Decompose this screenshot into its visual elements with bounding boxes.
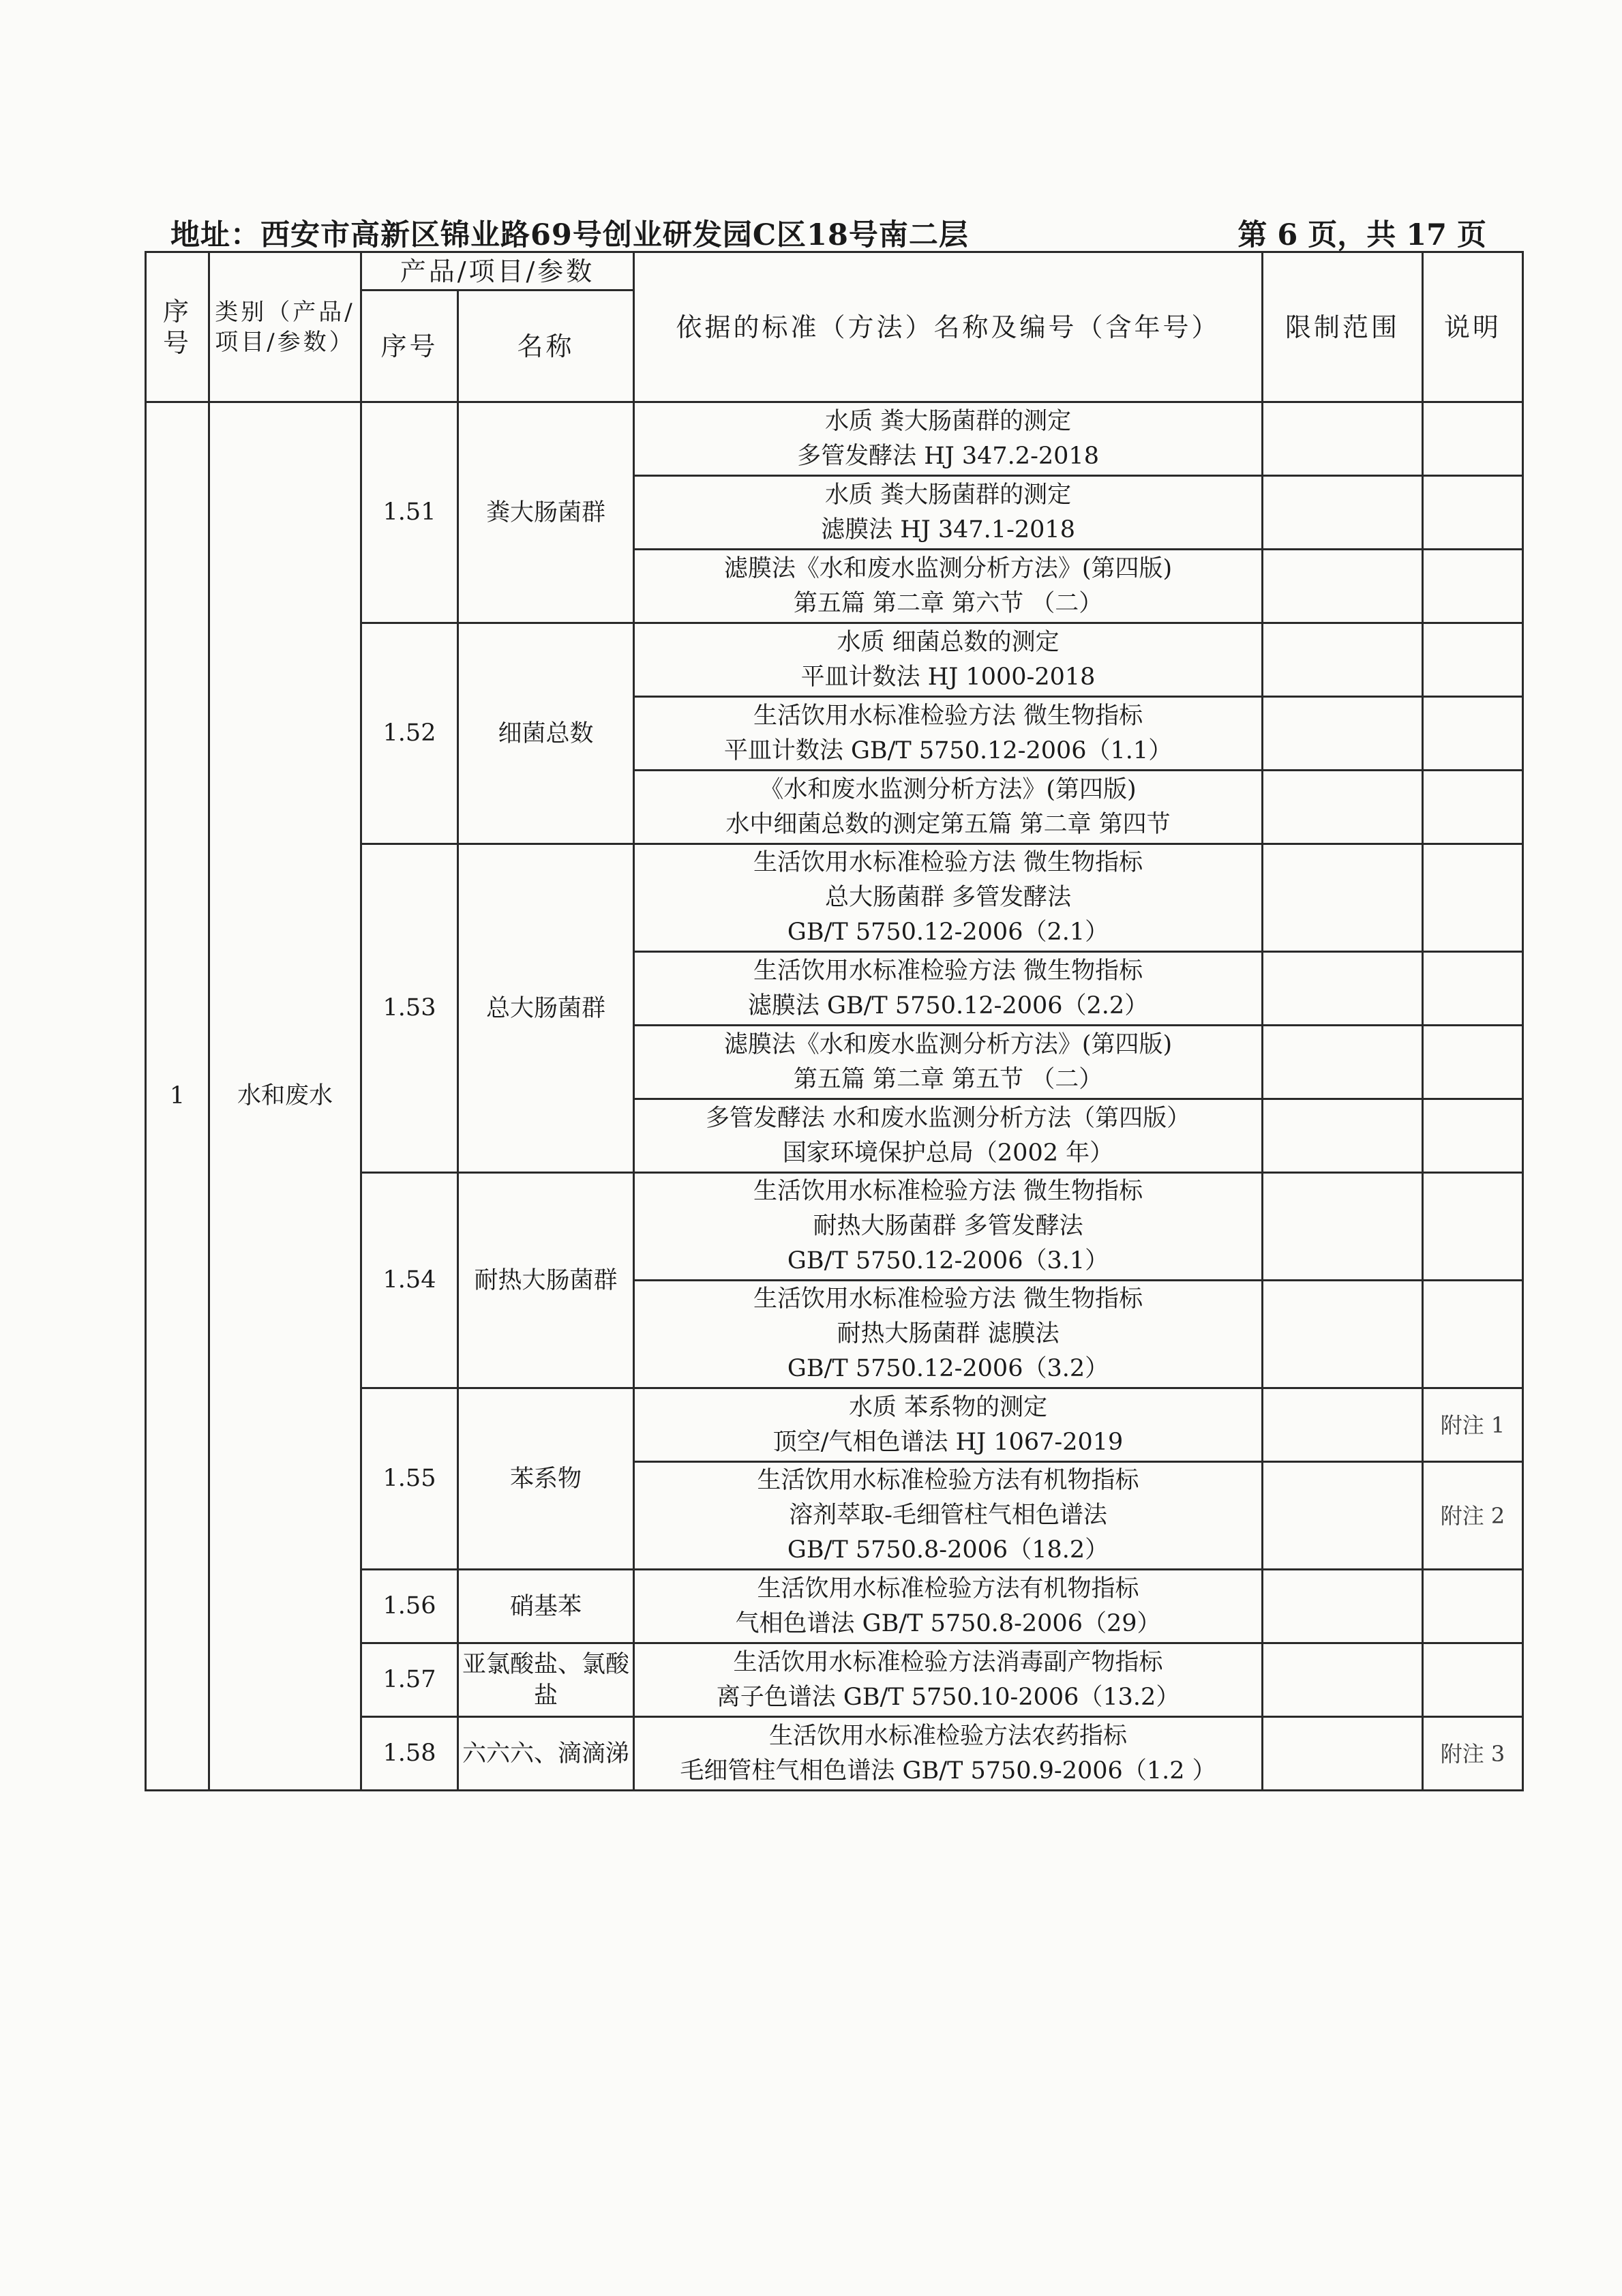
- header-limit: 限制范围: [1263, 252, 1423, 402]
- method-line: 滤膜法 HJ 347.1-2018: [821, 516, 1075, 543]
- header-category: 类别（产品/项目/参数）: [209, 252, 361, 402]
- method-line: 滤膜法《水和废水监测分析方法》(第四版): [723, 1030, 1173, 1058]
- page-header: [170, 205, 1486, 254]
- method-line: GB/T 5750.8-2006（18.2）: [787, 1536, 1109, 1564]
- item-number-cell: 1.52: [361, 623, 458, 844]
- method-line: 多管发酵法 水和废水监测分析方法（第四版）: [705, 1104, 1191, 1132]
- item-name-cell: 硝基苯: [458, 1570, 634, 1643]
- note-cell: 附注 1: [1423, 1388, 1523, 1462]
- method-standard-cell: [634, 1462, 1263, 1570]
- method-line: 生活饮用水标准检验方法 微生物指标: [753, 702, 1143, 730]
- category-seq-cell: 1: [146, 402, 209, 1791]
- item-name-cell: 总大肠菌群: [458, 844, 634, 1173]
- note-cell: [1423, 952, 1523, 1026]
- method-line: 气相色谱法 GB/T 5750.8-2006（29）: [735, 1609, 1161, 1637]
- limit-cell: [1263, 952, 1423, 1026]
- method-standard-cell: [634, 1173, 1263, 1281]
- method-line: 滤膜法《水和废水监测分析方法》(第四版): [723, 554, 1173, 582]
- method-standard-cell: [634, 1099, 1263, 1173]
- method-line: 生活饮用水标准检验方法 微生物指标: [753, 1285, 1143, 1313]
- header-product-group: 产品/项目/参数: [361, 252, 634, 290]
- item-name-cell: 粪大肠菌群: [458, 402, 634, 623]
- limit-cell: [1263, 1099, 1423, 1173]
- method-standard-cell: [634, 1643, 1263, 1717]
- method-line: 耐热大肠菌群 滤膜法: [837, 1320, 1060, 1347]
- method-line: 耐热大肠菌群 多管发酵法: [813, 1212, 1083, 1240]
- method-line: 顶空/气相色谱法 HJ 1067-2019: [772, 1428, 1124, 1456]
- limit-cell: [1263, 1281, 1423, 1388]
- method-line: 第五篇 第二章 第六节 （二）: [793, 589, 1103, 617]
- item-number-cell: 1.53: [361, 844, 458, 1173]
- note-cell: [1423, 1173, 1523, 1281]
- note-cell: [1423, 1570, 1523, 1643]
- limit-cell: [1263, 1643, 1423, 1717]
- method-line: 生活饮用水标准检验方法农药指标: [769, 1722, 1128, 1750]
- method-line: 毛细管柱气相色谱法 GB/T 5750.9-2006（1.2 ）: [680, 1757, 1216, 1785]
- limit-cell: [1263, 844, 1423, 952]
- method-standard-cell: [634, 952, 1263, 1026]
- standards-table: [145, 251, 1524, 1791]
- method-line: 离子色谱法 GB/T 5750.10-2006（13.2）: [716, 1683, 1180, 1711]
- item-number-cell: 1.57: [361, 1643, 458, 1717]
- method-line: 《水和废水监测分析方法》(第四版): [760, 775, 1137, 803]
- note-cell: [1423, 402, 1523, 476]
- limit-cell: [1263, 771, 1423, 844]
- method-line: 滤膜法 GB/T 5750.12-2006（2.2）: [747, 992, 1149, 1019]
- method-line: 水质 苯系物的测定: [848, 1393, 1048, 1421]
- method-line: 水质 粪大肠菌群的测定: [824, 407, 1072, 435]
- item-name-cell: 亚氯酸盐、氯酸盐: [458, 1643, 634, 1717]
- note-cell: [1423, 1281, 1523, 1388]
- method-line: 水质 粪大肠菌群的测定: [824, 481, 1072, 509]
- limit-cell: [1263, 1173, 1423, 1281]
- address-text: 地址：西安市高新区锦业路69号创业研发园C区18号南二层: [170, 218, 969, 252]
- table-row: [146, 402, 1523, 476]
- method-line: 生活饮用水标准检验方法 微生物指标: [753, 957, 1143, 985]
- method-standard-cell: [634, 550, 1263, 623]
- note-cell: 附注 2: [1423, 1462, 1523, 1570]
- note-cell: [1423, 697, 1523, 771]
- method-standard-cell: [634, 1388, 1263, 1462]
- method-line: 生活饮用水标准检验方法 微生物指标: [753, 849, 1143, 876]
- method-line: 溶剂萃取-毛细管柱气相色谱法: [789, 1502, 1107, 1529]
- item-name-cell: 细菌总数: [458, 623, 634, 844]
- method-standard-cell: [634, 1026, 1263, 1099]
- method-line: 生活饮用水标准检验方法有机物指标: [757, 1575, 1139, 1602]
- limit-cell: [1263, 402, 1423, 476]
- item-number-cell: 1.55: [361, 1388, 458, 1570]
- method-standard-cell: [634, 623, 1263, 697]
- method-standard-cell: [634, 402, 1263, 476]
- method-standard-cell: [634, 1281, 1263, 1388]
- item-name-cell: 苯系物: [458, 1388, 634, 1570]
- item-number-cell: 1.58: [361, 1717, 458, 1791]
- method-line: 生活饮用水标准检验方法 微生物指标: [753, 1178, 1143, 1205]
- limit-cell: [1263, 1388, 1423, 1462]
- page-number: 第 6 页，共 17 页: [1237, 218, 1486, 252]
- limit-cell: [1263, 476, 1423, 550]
- note-cell: [1423, 1643, 1523, 1717]
- method-standard-cell: [634, 697, 1263, 771]
- method-standard-cell: [634, 771, 1263, 844]
- header-standard: 依据的标准（方法）名称及编号（含年号）: [634, 252, 1263, 402]
- note-cell: [1423, 1099, 1523, 1173]
- method-line: 生活饮用水标准检验方法有机物指标: [757, 1467, 1139, 1494]
- item-name-cell: 六六六、滴滴涕: [458, 1717, 634, 1791]
- item-name-cell: 耐热大肠菌群: [458, 1173, 634, 1388]
- note-cell: [1423, 550, 1523, 623]
- method-line: 第五篇 第二章 第五节 （二）: [793, 1065, 1103, 1093]
- method-line: 水质 细菌总数的测定: [837, 628, 1060, 656]
- note-cell: [1423, 1026, 1523, 1099]
- method-line: 平皿计数法 GB/T 5750.12-2006（1.1）: [723, 736, 1173, 764]
- method-line: 平皿计数法 HJ 1000-2018: [800, 663, 1096, 691]
- limit-cell: [1263, 1026, 1423, 1099]
- limit-cell: [1263, 550, 1423, 623]
- method-line: GB/T 5750.12-2006（3.1）: [787, 1247, 1109, 1274]
- header-note: 说明: [1423, 252, 1523, 402]
- item-number-cell: 1.54: [361, 1173, 458, 1388]
- method-line: GB/T 5750.12-2006（2.1）: [787, 919, 1109, 946]
- note-cell: [1423, 844, 1523, 952]
- category-name-cell: 水和废水: [209, 402, 361, 1791]
- method-standard-cell: [634, 1717, 1263, 1791]
- note-cell: [1423, 476, 1523, 550]
- limit-cell: [1263, 623, 1423, 697]
- limit-cell: [1263, 1717, 1423, 1791]
- standards-table-wrapper: [145, 251, 1524, 1791]
- limit-cell: [1263, 1570, 1423, 1643]
- method-line: 水中细菌总数的测定第五篇 第二章 第四节: [725, 810, 1171, 838]
- item-number-cell: 1.56: [361, 1570, 458, 1643]
- note-cell: 附注 3: [1423, 1717, 1523, 1791]
- method-standard-cell: [634, 476, 1263, 550]
- method-line: 国家环境保护总局（2002 年）: [782, 1139, 1114, 1167]
- header-sub-seq: 序号: [361, 290, 458, 402]
- limit-cell: [1263, 697, 1423, 771]
- limit-cell: [1263, 1462, 1423, 1570]
- header-name: 名称: [458, 290, 634, 402]
- method-line: 多管发酵法 HJ 347.2-2018: [797, 442, 1099, 470]
- note-cell: [1423, 771, 1523, 844]
- method-standard-cell: [634, 1570, 1263, 1643]
- note-cell: [1423, 623, 1523, 697]
- method-line: 生活饮用水标准检验方法消毒副产物指标: [733, 1648, 1163, 1676]
- method-line: 总大肠菌群 多管发酵法: [824, 884, 1072, 911]
- header-seq: 序号: [146, 252, 209, 402]
- item-number-cell: 1.51: [361, 402, 458, 623]
- method-standard-cell: [634, 844, 1263, 952]
- method-line: GB/T 5750.12-2006（3.2）: [787, 1355, 1109, 1382]
